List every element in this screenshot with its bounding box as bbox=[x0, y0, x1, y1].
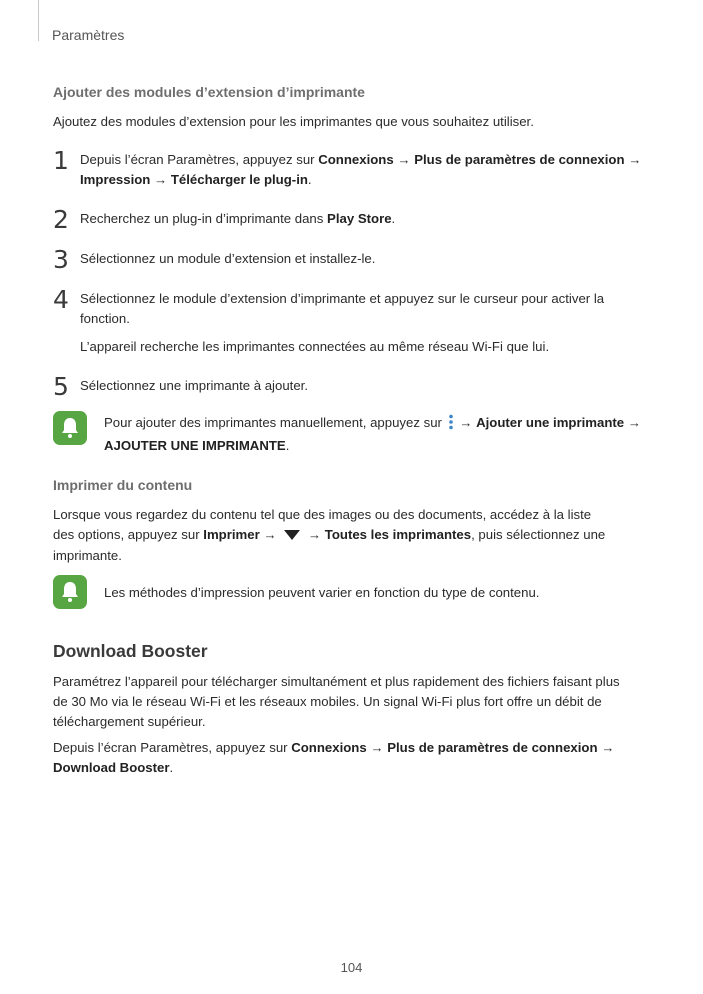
step-number: 5 bbox=[53, 372, 69, 401]
more-options-icon bbox=[448, 414, 454, 436]
bell-icon bbox=[53, 575, 87, 609]
note-text: Pour ajouter des imprimantes manuellement, appuyez sur → Ajouter une imprimante → AJOUTER UNE IMPRIMANTE. bbox=[104, 415, 641, 453]
booster-instructions: Depuis l’écran Paramètres, appuyez sur Connexions → Plus de paramètres de connexion → Download Booster. bbox=[53, 740, 615, 775]
page-number: 104 bbox=[340, 960, 363, 975]
section-title-print: Imprimer du contenu bbox=[53, 477, 193, 493]
step-number: 2 bbox=[53, 205, 69, 234]
note-text: Les méthodes d’impression peuvent varier en fonction du type de contenu. bbox=[104, 585, 540, 600]
step-number: 1 bbox=[53, 146, 69, 175]
step-subtext: L’appareil recherche les imprimantes connectées au même réseau Wi-Fi que lui. bbox=[80, 339, 550, 354]
booster-paragraph: Paramétrez l’appareil pour télécharger simultanément et plus rapidement des fichiers faisant plus de 30 Mo via le réseau Wi-Fi et les réseaux mobiles. Un signal Wi-Fi plus fort offre un débit de téléchargement supérieur. bbox=[53, 674, 620, 729]
section-intro: Ajoutez des modules d’extension pour les imprimantes que vous souhaitez utiliser. bbox=[53, 114, 534, 129]
print-paragraph: Lorsque vous regardez du contenu tel que des images ou des documents, accédez à la liste des options, appuyez sur Imprimer → → Toutes les imprimantes, puis sélectionnez une imprimante. bbox=[53, 507, 606, 563]
section-title-plugins: Ajouter des modules d’extension d’imprimante bbox=[53, 84, 365, 100]
step-text: Sélectionnez le module d’extension d’imprimante et appuyez sur le curseur pour activer la fonction. bbox=[80, 291, 605, 326]
section-title-download-booster: Download Booster bbox=[53, 641, 208, 661]
bell-icon bbox=[53, 411, 87, 445]
step-text: Sélectionnez un module d’extension et installez-le. bbox=[80, 251, 376, 266]
dropdown-triangle-icon bbox=[284, 526, 300, 546]
step-number: 3 bbox=[53, 245, 69, 274]
step-text: Recherchez un plug-in d’imprimante dans Play Store. bbox=[80, 211, 396, 226]
page-header: Paramètres bbox=[52, 27, 125, 43]
header-rule bbox=[38, 0, 39, 41]
step-number: 4 bbox=[53, 285, 69, 314]
step-text: Sélectionnez une imprimante à ajouter. bbox=[80, 378, 308, 393]
step-text: Depuis l’écran Paramètres, appuyez sur Connexions → Plus de paramètres de connexion → Impression → Télécharger le plug-in. bbox=[80, 152, 642, 187]
